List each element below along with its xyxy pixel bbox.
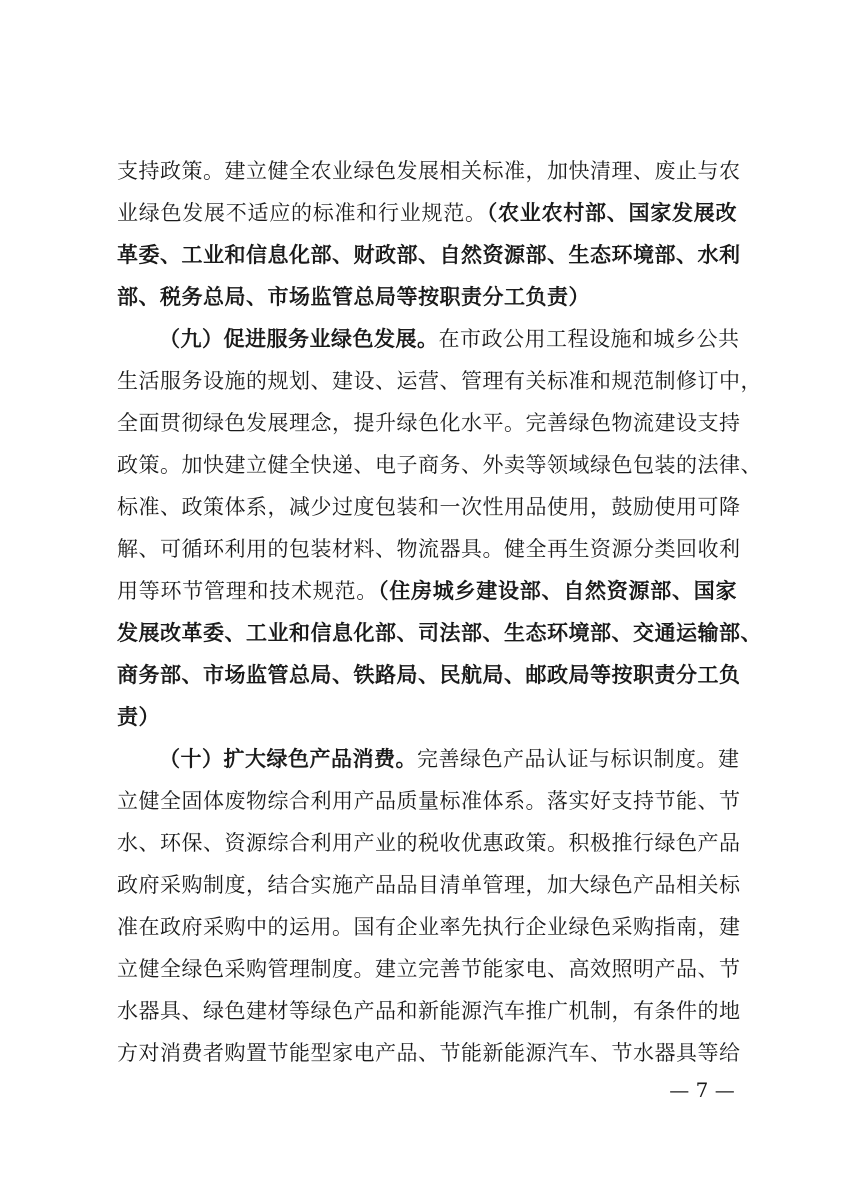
paragraph-text: 用等环节管理和技术规范。 [117, 579, 378, 603]
paragraph-line: 水、环保、资源综合利用产业的税收优惠政策。积极推行绿色产品 [117, 831, 741, 855]
paragraph-line: 政策。加快建立健全快递、电子商务、外卖等领域绿色包装的法律、 [117, 453, 762, 477]
responsible-departments-line: 部、税务总局、市场监管总局等按职责分工负责） [117, 285, 590, 309]
paragraph-line: 生活服务设施的规划、建设、运营、管理有关标准和规范制修订中， [117, 369, 762, 393]
responsible-departments-text: （农业农村部、国家发展改 [486, 201, 737, 225]
paragraph-text: 完善绿色产品认证与标识制度。建 [417, 747, 740, 771]
responsible-departments-line: 商务部、市场监管总局、铁路局、民航局、邮政局等按职责分工负 [117, 663, 741, 687]
paragraph-line: 全面贯彻绿色发展理念，提升绿色化水平。完善绿色物流建设支持 [117, 411, 741, 435]
paragraph-line: 水器具、绿色建材等绿色产品和新能源汽车推广机制，有条件的地 [117, 999, 741, 1023]
paragraph-line [117, 318, 740, 360]
paragraph-text: 业绿色发展不适应的标准和行业规范。 [117, 201, 487, 225]
paragraph-line [117, 570, 737, 612]
section-heading: （十）扩大绿色产品消费。 [159, 747, 417, 771]
section-heading: （九）促进服务业绿色发展。 [159, 327, 439, 351]
responsible-departments-line: 责） [117, 705, 160, 729]
document-body [117, 150, 762, 1074]
paragraph-line: 准在政府采购中的运用。国有企业率先执行企业绿色采购指南，建 [117, 915, 741, 939]
paragraph-line: 政府采购制度，结合实施产品品目清单管理，加大绿色产品相关标 [117, 873, 741, 897]
paragraph-line: 标准、政策体系，减少过度包装和一次性用品使用，鼓励使用可降 [117, 495, 741, 519]
paragraph-line: 支持政策。建立健全农业绿色发展相关标准，加快清理、废止与农 [117, 159, 741, 183]
paragraph-line: 方对消费者购置节能型家电产品、节能新能源汽车、节水器具等给 [117, 1041, 741, 1065]
paragraph-line [117, 192, 737, 234]
paragraph-text: 在市政公用工程设施和城乡公共 [438, 327, 740, 351]
responsible-departments-line: 革委、工业和信息化部、财政部、自然资源部、生态环境部、水利 [117, 243, 741, 267]
responsible-departments-text: （住房城乡建设部、自然资源部、国家 [378, 579, 737, 603]
page-number: — 7 — [669, 1078, 735, 1102]
paragraph-line: 解、可循环利用的包装材料、物流器具。健全再生资源分类回收利 [117, 537, 741, 561]
paragraph-line: 立健全绿色采购管理制度。建立完善节能家电、高效照明产品、节 [117, 957, 741, 981]
paragraph-line [117, 738, 740, 780]
responsible-departments-line: 发展改革委、工业和信息化部、司法部、生态环境部、交通运输部、 [117, 621, 762, 645]
paragraph-line: 立健全固体废物综合利用产品质量标准体系。落实好支持节能、节 [117, 789, 741, 813]
